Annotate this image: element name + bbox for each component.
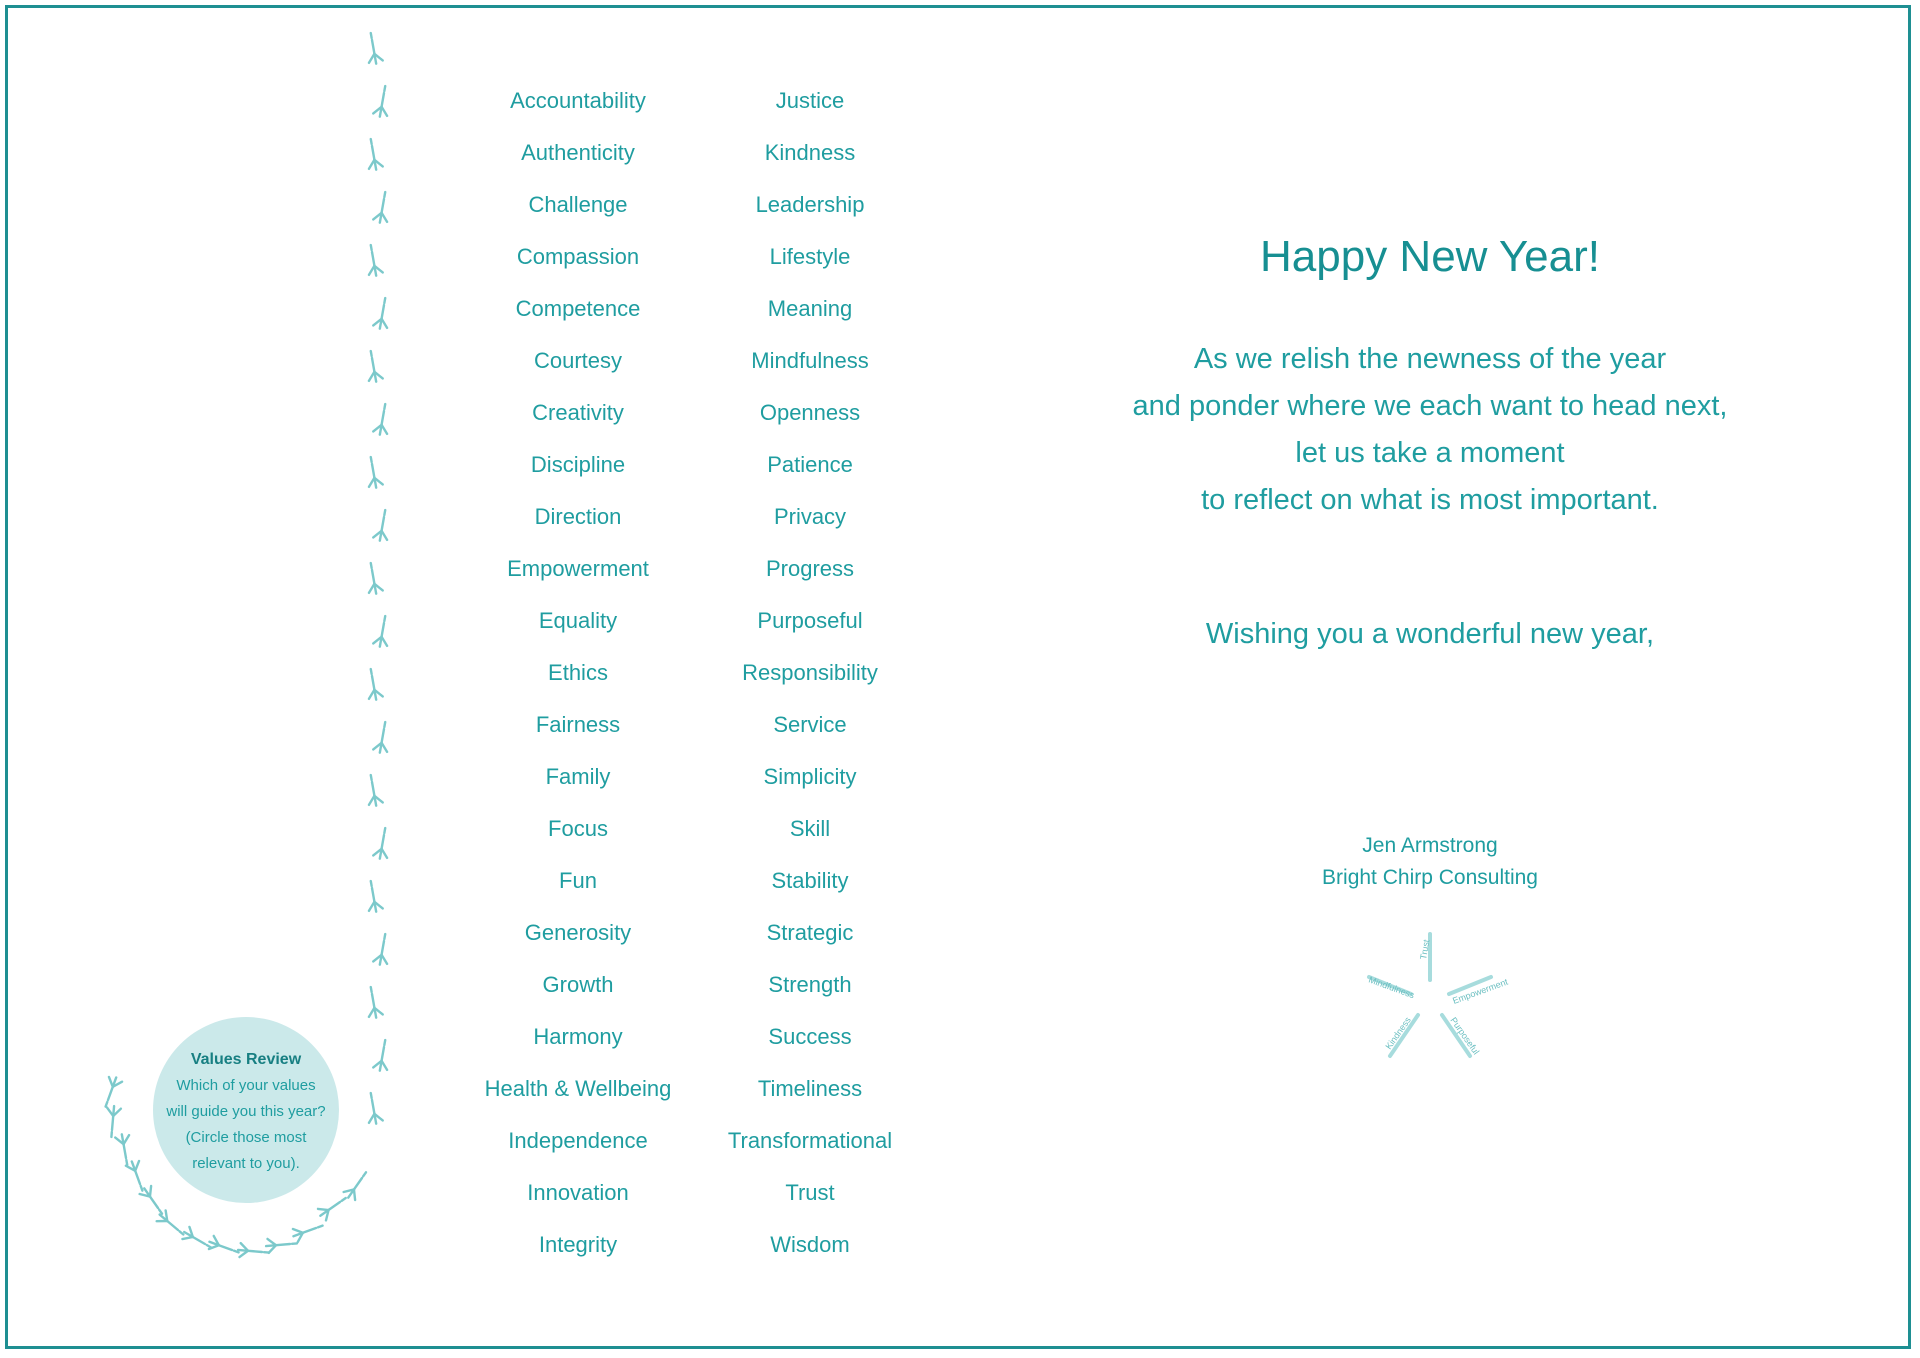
value-item: Competence [515,296,641,321]
footprint-icon [373,721,392,754]
logo-word: Empowerment [1451,976,1510,1006]
value-item: Openness [759,400,861,425]
footprint-icon [291,1219,325,1243]
footprint-icon [364,138,383,171]
value-item: Service [773,712,847,737]
signature-name: Jen Armstrong [1362,834,1498,857]
value-item: Growth [542,972,614,997]
signature [1100,830,1760,894]
footprint-icon [155,1209,188,1240]
value-item: Purposeful [757,608,863,633]
footprint-icon [364,32,383,65]
value-item: Integrity [538,1232,618,1257]
value-item: Authenticity [521,140,635,165]
value-item: Fun [559,868,597,893]
bright-chirp-logo [1350,920,1510,1080]
values-review-line: relevant to you). [192,1155,300,1172]
values-column-right [680,82,940,1278]
value-item: Direction [534,504,622,529]
value-item: Transformational [727,1128,893,1153]
footprint-icon [364,350,383,383]
value-item: Kindness [764,140,856,165]
value-item: Mindfulness [751,348,869,373]
value-item: Privacy [773,504,847,529]
footprint-icon [373,615,392,648]
value-item: Progress [765,556,855,581]
footprint-icon [364,244,383,277]
value-item: Skill [789,816,831,841]
message-line: and ponder where we each want to head next, [1132,390,1728,422]
footprint-icon [125,1159,149,1193]
footprint-icon [364,668,383,701]
value-item: Generosity [524,920,632,945]
footprint-icon [364,1092,383,1125]
footprint-icon [373,297,392,330]
footprint-icon [265,1236,297,1253]
message-line: As we relish the newness of the year [1193,343,1667,375]
value-item: Trust [785,1180,835,1205]
value-item: Meaning [767,296,853,321]
value-item: Justice [775,88,845,113]
value-item: Creativity [532,400,624,425]
values-review-circle [153,1017,339,1203]
value-item: Leadership [755,192,865,217]
value-item: Challenge [528,192,628,217]
footprint-icon [364,986,383,1019]
value-item: Lifestyle [769,244,851,269]
greeting-message [1100,336,1760,524]
value-item: Accountability [510,88,646,113]
value-item: Strategic [766,920,854,945]
footprint-icon [99,1075,123,1109]
footprint-icon [373,1039,392,1072]
footprint-icon [373,191,392,224]
value-item: Family [545,764,611,789]
values-review-line: (Circle those most [185,1129,307,1146]
value-item: Health & Wellbeing [484,1076,672,1101]
value-item: Empowerment [507,556,649,581]
value-item: Simplicity [763,764,857,789]
value-item: Discipline [530,452,626,477]
footprint-icon [373,509,392,542]
value-item: Stability [771,868,849,893]
logo-word: Kindness [1383,1015,1413,1052]
value-item: Patience [767,452,853,477]
footprint-icon [373,403,392,436]
value-item: Compassion [516,244,640,269]
value-item: Fairness [535,712,621,737]
logo-word: Trust [1418,938,1432,961]
value-item: Focus [548,816,608,841]
value-item: Wisdom [770,1232,850,1257]
value-item: Innovation [527,1180,629,1205]
value-item: Equality [538,608,618,633]
footprint-icon [364,456,383,489]
value-item: Strength [768,972,852,997]
value-item: Courtesy [533,348,623,373]
signature-company: Bright Chirp Consulting [1322,866,1538,889]
footprint-icon [373,933,392,966]
footprint-icon [237,1243,269,1260]
value-item: Success [768,1024,852,1049]
logo-word: Purposeful [1448,1015,1482,1057]
value-item: Responsibility [742,660,878,685]
footprint-icon [373,85,392,118]
value-item: Ethics [548,660,608,685]
footprint-icon [364,880,383,913]
footprint-icon [373,827,392,860]
value-item: Harmony [533,1024,623,1049]
footprint-icon [364,562,383,595]
message-line: let us take a moment [1295,437,1565,469]
footprint-icon [343,1168,372,1201]
values-column-left [448,82,708,1278]
message-line: to reflect on what is most important. [1201,484,1659,516]
footprint-icon [104,1105,121,1137]
values-review-line: Which of your values [176,1077,316,1094]
logo-word: Mindfulness [1367,974,1416,1001]
values-review-line: will guide you this year? [166,1103,326,1120]
value-item: Timeliness [757,1076,863,1101]
footprint-icon [316,1192,349,1221]
footprint-icon [364,774,383,807]
greeting-wish: Wishing you a wonderful new year, [1205,618,1655,650]
value-item: Independence [508,1128,648,1153]
values-review-heading: Values Review [190,1051,302,1068]
greeting-title: Happy New Year! [1260,232,1600,281]
